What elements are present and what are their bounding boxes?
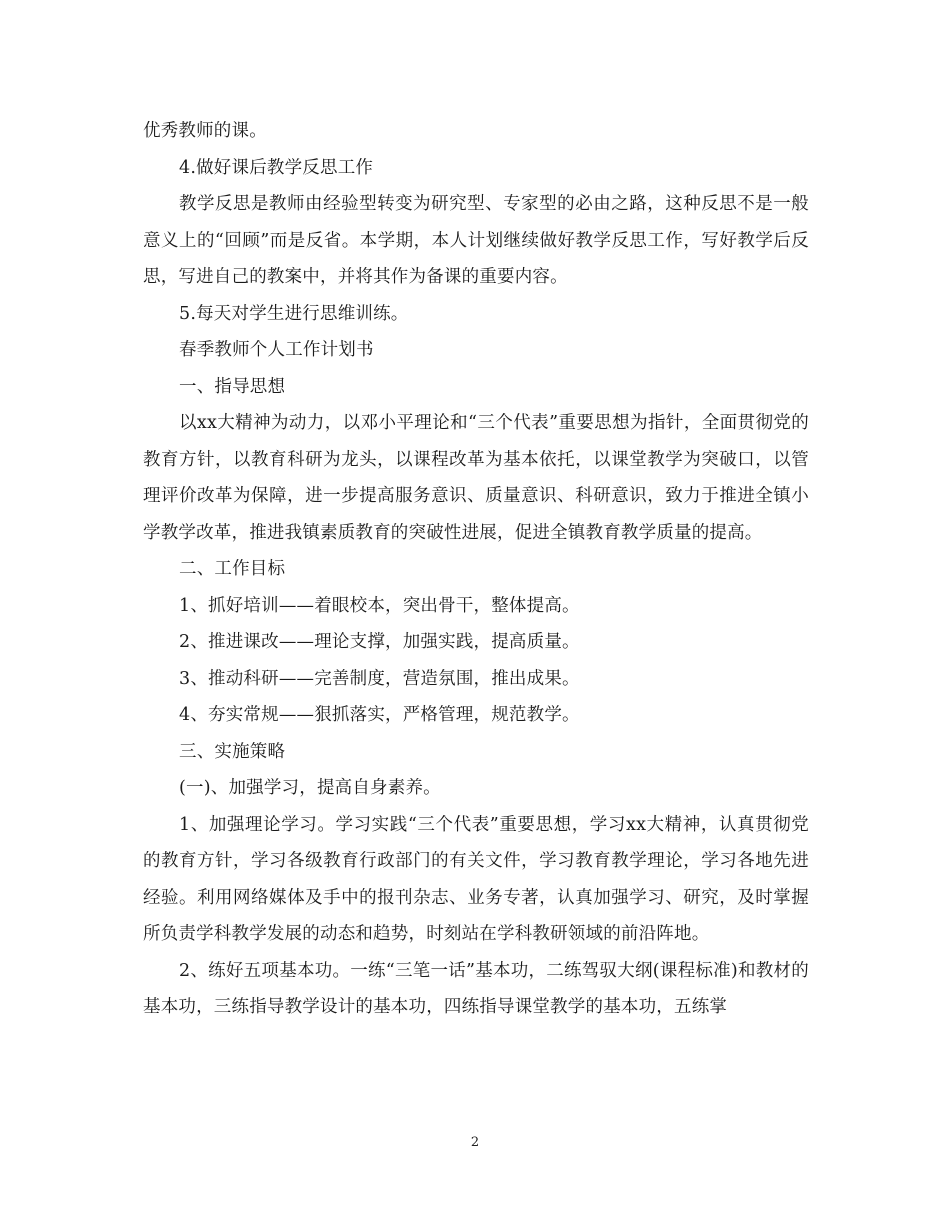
section-heading: 一、指导思想 — [179, 376, 286, 397]
paragraph: 以xx大精神为动力，以邓小平理论和“三个代表”重要思想为指针，全面贯彻党的教育方针，以教育科研为龙头，以课程改革为基本依托，以课堂教学为突破口，以管理评价改革为保障，进一步提高服务意识、质量意识、科研意识，致力于推进全镇小学教学改革，推进我镇素质教育的突破性进展，促进全镇教育教学质量的提高。 — [143, 413, 809, 543]
paragraph: 优秀教师的课。 — [143, 121, 267, 141]
section-heading: 二、工作目标 — [179, 559, 286, 579]
list-item: 3、推动科研——完善制度，营造氛围，推出成果。 — [179, 668, 580, 689]
section-heading: 4.做好课后教学反思工作 — [179, 157, 374, 178]
document-title: 春季教师个人工作计划书 — [179, 340, 374, 360]
page-number: 2 — [470, 1135, 480, 1150]
list-item: 2、推进课改——理论支撑，加强实践，提高质量。 — [179, 632, 580, 652]
section-heading: 5.每天对学生进行思维训练。 — [179, 303, 409, 324]
list-item: 4、夯实常规——狠抓落实，严格管理，规范教学。 — [179, 705, 580, 725]
section-heading: 三、实施策略 — [179, 741, 286, 762]
list-item: 1、抓好培训——着眼校本，突出骨干，整体提高。 — [179, 595, 580, 616]
subsection-heading: (一)、加强学习，提高自身素养。 — [179, 778, 441, 798]
paragraph: 教学反思是教师由经验型转变为研究型、专家型的必由之路，这种反思不是一般意义上的“回顾”而是反省。本学期，本人计划继续做好教学反思工作，写好教学后反思，写进自己的教案中，并将其作为备课的重要内容。 — [143, 194, 809, 287]
paragraph: 2、练好五项基本功。一练“三笔一话”基本功，二练驾驭大纲(课程标准)和教材的基本功，三练指导教学设计的基本功，四练指导课堂教学的基本功，五练掌 — [143, 960, 809, 1017]
paragraph: 1、加强理论学习。学习实践“三个代表”重要思想，学习xx大精神，认真贯彻党的教育方针，学习各级教育行政部门的有关文件，学习教育教学理论，学习各地先进经验。利用网络媒体及手中的报刊杂志、业务专著，认真加强学习、研究，及时掌握所负责学科教学发展的动态和趋势，时刻站在学科教研领域的前沿阵地。 — [143, 814, 809, 944]
document-body — [143, 113, 809, 1026]
